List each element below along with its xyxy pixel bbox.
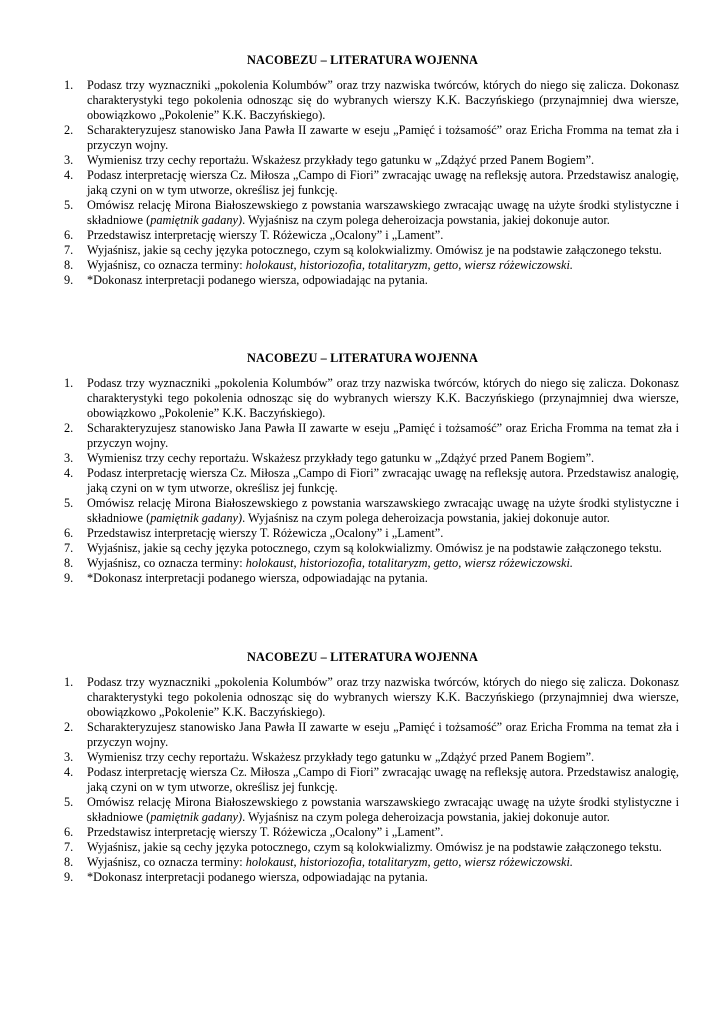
item-text: . Wyjaśnisz na czym polega deheroizacja powstania, jakiej dokonuje autor. [242, 511, 610, 525]
item-number: 9. [64, 273, 74, 287]
item-number: 7. [64, 840, 74, 854]
list-item [0, 855, 725, 870]
item-number: 2. [64, 123, 74, 137]
item-number: 9. [64, 571, 74, 585]
item-number: 2. [64, 421, 74, 435]
item-text: Podasz interpretację wiersza Cz. Miłosza „Campo di Fiori” zwracając uwagę na refleksję autora. Przedstawisz analogię, jaką czyni on w tym utworze, określisz jej funkcję. [87, 168, 679, 197]
section-title: NACOBEZU – LITERATURA WOJENNA [247, 650, 478, 664]
list-item [0, 571, 725, 586]
item-text-italic: holokaust, historiozofia, totalitaryzm, getto, wiersz różewiczowski. [245, 556, 573, 570]
item-text: Scharakteryzujesz stanowisko Jana Pawła II zawarte w eseju „Pamięć i tożsamość” oraz Ericha Fromma na temat zła i przyczyn wojny. [87, 720, 679, 749]
list-item [0, 451, 725, 466]
list-item [0, 273, 725, 288]
item-number: 5. [64, 496, 74, 510]
list-item [0, 750, 725, 765]
item-text: Podasz trzy wyznaczniki „pokolenia Kolumbów” oraz trzy nazwiska twórców, których do niego się zalicza. Dokonasz charakterystyki tego pokolenia odnosząc się do wybranych wierszy K.K. Baczyńskiego (przynajmniej dwa wiersze, obowiązkowo „Pokolenie” K.K. Baczyńskiego). [87, 376, 679, 420]
item-number: 9. [64, 870, 74, 884]
item-number: 8. [64, 258, 74, 272]
item-number: 1. [64, 78, 74, 92]
item-text: . Wyjaśnisz na czym polega deheroizacja powstania, jakiej dokonuje autor. [242, 810, 610, 824]
list-item [0, 825, 725, 840]
item-number: 3. [64, 451, 74, 465]
item-text: Podasz interpretację wiersza Cz. Miłosza „Campo di Fiori” zwracając uwagę na refleksję autora. Przedstawisz analogię, jaką czyni on w tym utworze, określisz jej funkcję. [87, 765, 679, 794]
item-number: 6. [64, 228, 74, 242]
nacobezu-section [0, 650, 725, 885]
item-text: *Dokonasz interpretacji podanego wiersza, odpowiadając na pytania. [87, 571, 428, 585]
list-item [0, 541, 725, 556]
item-text: Wyjaśnisz, jakie są cechy języka potocznego, czym są kolokwializmy. Omówisz je na podstawie załączonego tekstu. [87, 243, 662, 257]
item-number: 6. [64, 526, 74, 540]
list-item [0, 795, 725, 825]
item-text-italic: pamiętnik gadany) [150, 810, 243, 824]
requirements-list [0, 376, 725, 586]
requirements-list [0, 675, 725, 885]
item-text: Wyjaśnisz, co oznacza terminy: [87, 855, 246, 869]
nacobezu-section [0, 351, 725, 586]
list-item [0, 556, 725, 571]
item-number: 7. [64, 243, 74, 257]
item-text: Wyjaśnisz, jakie są cechy języka potocznego, czym są kolokwializmy. Omówisz je na podstawie załączonego tekstu. [87, 840, 662, 854]
item-number: 5. [64, 795, 74, 809]
list-item [0, 78, 725, 123]
item-text: *Dokonasz interpretacji podanego wiersza, odpowiadając na pytania. [87, 870, 428, 884]
item-text: Podasz trzy wyznaczniki „pokolenia Kolumbów” oraz trzy nazwiska twórców, których do niego się zalicza. Dokonasz charakterystyki tego pokolenia odnosząc się do wybranych wierszy K.K. Baczyńskiego (przynajmniej dwa wiersze, obowiązkowo „Pokolenie” K.K. Baczyńskiego). [87, 675, 679, 719]
section-title: NACOBEZU – LITERATURA WOJENNA [247, 53, 478, 67]
section-title: NACOBEZU – LITERATURA WOJENNA [247, 351, 478, 365]
item-number: 1. [64, 376, 74, 390]
list-item [0, 258, 725, 273]
item-text: Omówisz relację Mirona Białoszewskiego z powstania warszawskiego zwracając uwagę na użyte środki stylistyczne i składniowe ( [87, 496, 679, 525]
item-text: Scharakteryzujesz stanowisko Jana Pawła II zawarte w eseju „Pamięć i tożsamość” oraz Ericha Fromma na temat zła i przyczyn wojny. [87, 421, 679, 450]
item-number: 2. [64, 720, 74, 734]
item-number: 3. [64, 750, 74, 764]
item-text: *Dokonasz interpretacji podanego wiersza, odpowiadając na pytania. [87, 273, 428, 287]
list-item [0, 123, 725, 153]
list-item [0, 421, 725, 451]
list-item [0, 466, 725, 496]
list-item [0, 870, 725, 885]
list-item [0, 376, 725, 421]
item-text: . Wyjaśnisz na czym polega deheroizacja powstania, jakiej dokonuje autor. [242, 213, 610, 227]
item-number: 5. [64, 198, 74, 212]
item-text: Podasz trzy wyznaczniki „pokolenia Kolumbów” oraz trzy nazwiska twórców, których do niego się zalicza. Dokonasz charakterystyki tego pokolenia odnosząc się do wybranych wierszy K.K. Baczyńskiego (przynajmniej dwa wiersze, obowiązkowo „Pokolenie” K.K. Baczyńskiego). [87, 78, 679, 122]
item-text: Omówisz relację Mirona Białoszewskiego z powstania warszawskiego zwracając uwagę na użyte środki stylistyczne i składniowe ( [87, 795, 679, 824]
item-text-italic: holokaust, historiozofia, totalitaryzm, getto, wiersz różewiczowski. [245, 855, 573, 869]
item-number: 4. [64, 466, 74, 480]
nacobezu-section [0, 53, 725, 288]
item-text: Wymienisz trzy cechy reportażu. Wskażesz przykłady tego gatunku w „Zdążyć przed Panem Bogiem”. [87, 153, 595, 167]
item-number: 6. [64, 825, 74, 839]
list-item [0, 153, 725, 168]
list-item [0, 496, 725, 526]
item-text: Wyjaśnisz, jakie są cechy języka potocznego, czym są kolokwializmy. Omówisz je na podstawie załączonego tekstu. [87, 541, 662, 555]
list-item [0, 243, 725, 258]
list-item [0, 198, 725, 228]
item-text: Scharakteryzujesz stanowisko Jana Pawła II zawarte w eseju „Pamięć i tożsamość” oraz Ericha Fromma na temat zła i przyczyn wojny. [87, 123, 679, 152]
item-text: Przedstawisz interpretację wierszy T. Różewicza „Ocalony” i „Lament”. [87, 228, 444, 242]
item-number: 3. [64, 153, 74, 167]
list-item [0, 168, 725, 198]
list-item [0, 840, 725, 855]
item-text-italic: pamiętnik gadany) [150, 213, 243, 227]
item-text: Wymienisz trzy cechy reportażu. Wskażesz przykłady tego gatunku w „Zdążyć przed Panem Bogiem”. [87, 451, 595, 465]
list-item [0, 720, 725, 750]
item-text: Wyjaśnisz, co oznacza terminy: [87, 258, 246, 272]
item-text-italic: pamiętnik gadany) [150, 511, 243, 525]
item-number: 8. [64, 556, 74, 570]
list-item [0, 765, 725, 795]
item-text: Podasz interpretację wiersza Cz. Miłosza „Campo di Fiori” zwracając uwagę na refleksję autora. Przedstawisz analogię, jaką czyni on w tym utworze, określisz jej funkcję. [87, 466, 679, 495]
requirements-list [0, 78, 725, 288]
item-number: 7. [64, 541, 74, 555]
list-item [0, 228, 725, 243]
item-text: Wyjaśnisz, co oznacza terminy: [87, 556, 246, 570]
item-text: Wymienisz trzy cechy reportażu. Wskażesz przykłady tego gatunku w „Zdążyć przed Panem Bogiem”. [87, 750, 595, 764]
list-item [0, 526, 725, 541]
item-number: 1. [64, 675, 74, 689]
item-number: 8. [64, 855, 74, 869]
item-number: 4. [64, 168, 74, 182]
item-text-italic: holokaust, historiozofia, totalitaryzm, getto, wiersz różewiczowski. [245, 258, 573, 272]
item-number: 4. [64, 765, 74, 779]
item-text: Przedstawisz interpretację wierszy T. Różewicza „Ocalony” i „Lament”. [87, 526, 444, 540]
list-item [0, 675, 725, 720]
item-text: Przedstawisz interpretację wierszy T. Różewicza „Ocalony” i „Lament”. [87, 825, 444, 839]
item-text: Omówisz relację Mirona Białoszewskiego z powstania warszawskiego zwracając uwagę na użyte środki stylistyczne i składniowe ( [87, 198, 679, 227]
